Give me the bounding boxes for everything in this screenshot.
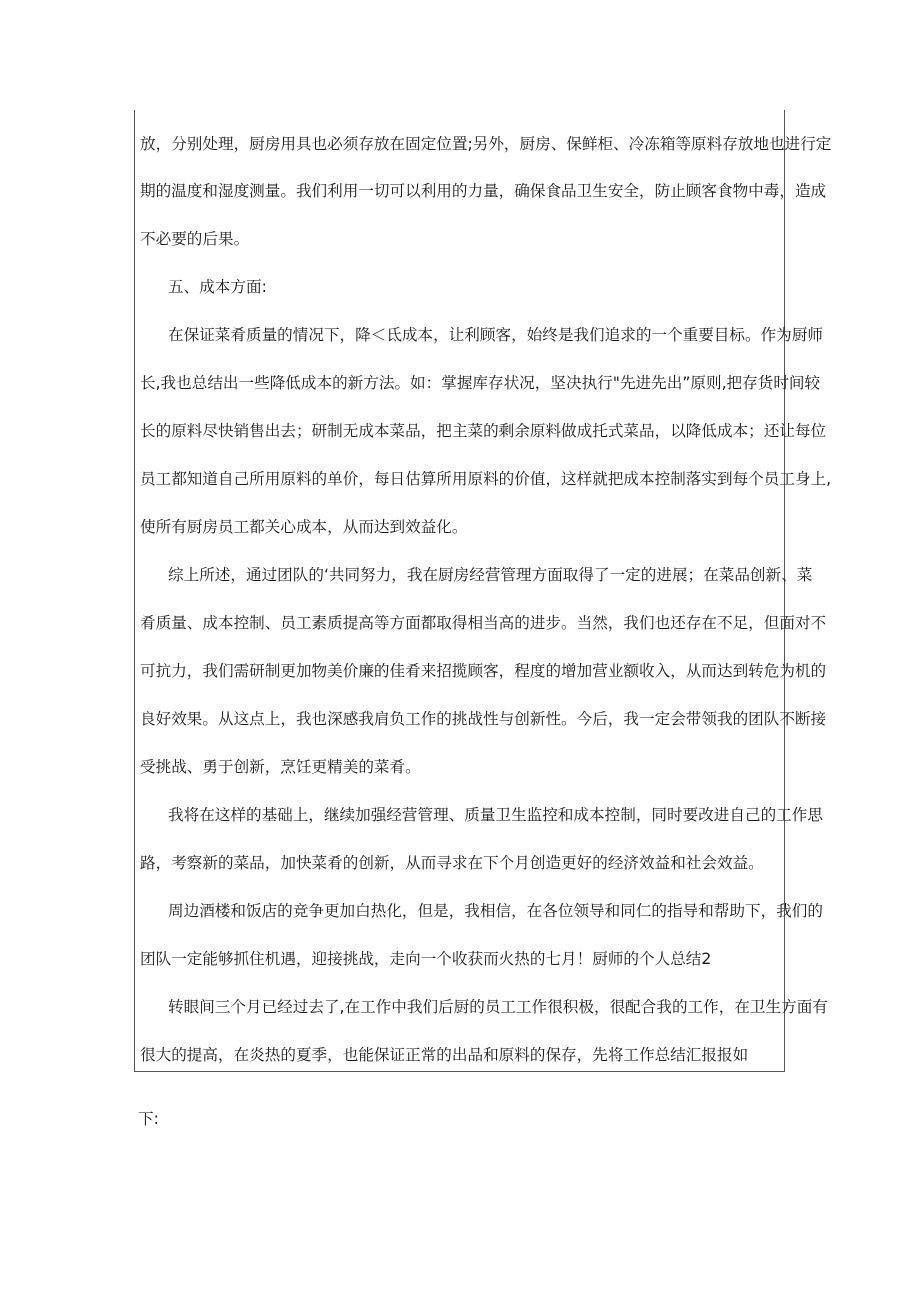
document-frame [134, 110, 832, 1072]
paragraph-line: 不必要的后果。 [140, 230, 250, 248]
paragraph-line: 很大的提高，在炎热的夏季，也能保证正常的出品和原料的保存，先将工作总结汇报报如 [140, 1046, 749, 1064]
paragraph-line: 使所有厨房员工都关心成本，从而达到效益化。 [140, 518, 468, 536]
section-heading-cost: 五、成本方面: [168, 278, 267, 296]
paragraph-line: 受挑战、勇于创新，烹饪更精美的菜肴。 [140, 758, 421, 776]
paragraph-line: 员工都知道自己所用原料的单价，每日估算所用原料的价值，这样就把成本控制落实到每个员工身上, [140, 470, 832, 488]
paragraph-line: 周边酒楼和饭店的竞争更加白热化，但是，我相信，在各位领导和同仁的指导和帮助下，我们的 [168, 902, 823, 920]
paragraph-line: 在保证菜肴质量的情况下，降＜氐成本，让利顾客，始终是我们追求的一个重要目标。作为厨师 [168, 326, 823, 344]
paragraph-line: 长,我也总结出一些降低成本的新方法。如：掌握库存状况，坚决执行"先进先出”原则,把存货时间较 [140, 374, 821, 392]
paragraph-line: 我将在这样的基础上，继续加强经营管理、质量卫生监控和成本控制，同时要改进自己的工作思 [168, 806, 823, 824]
paragraph-line: 期的温度和湿度测量。我们利用一切可以利用的力量，确保食品卫生安全，防止顾客食物中毒，造成 [140, 182, 827, 200]
continuation-text: 下: [138, 1110, 159, 1128]
paragraph-line: 长的原料尽快销售出去；研制无成本菜品，把主菜的剩余原料做成托式菜品，以降低成本；还让每位 [140, 422, 827, 440]
paragraph-line: 路，考察新的菜品，加快菜肴的创新，从而寻求在下个月创造更好的经济效益和社会效益。 [140, 854, 764, 872]
paragraph-line: 综上所述，通过团队的‘共同努力，我在厨房经营管理方面取得了一定的进展；在菜品创新、菜 [168, 566, 813, 584]
paragraph-line: 团队一定能够抓住机遇，迎接挑战，走向一个收获而火热的七月！厨师的个人总结2 [140, 950, 712, 968]
paragraph-line: 可抗力，我们需研制更加物美价廉的佳肴来招揽顾客，程度的增加营业额收入，从而达到转危为机的 [140, 662, 827, 680]
paragraph-line: 肴质量、成本控制、员工素质提高等方面都取得相当高的进步。当然，我们也还存在不足，但面对不 [140, 614, 827, 632]
paragraph-line: 放，分别处理，厨房用具也必须存放在固定位置;另外，厨房、保鲜柜、冷冻箱等原料存放地也进行定 [140, 135, 832, 153]
paragraph-line: 良好效果。从这点上，我也深感我肩负工作的挑战性与创新性。今后，我一定会带领我的团队不断接 [140, 710, 827, 728]
paragraph-line: 转眼间三个月已经过去了,在工作中我们后厨的员工工作很积极，很配合我的工作，在卫生方面有 [168, 998, 828, 1016]
